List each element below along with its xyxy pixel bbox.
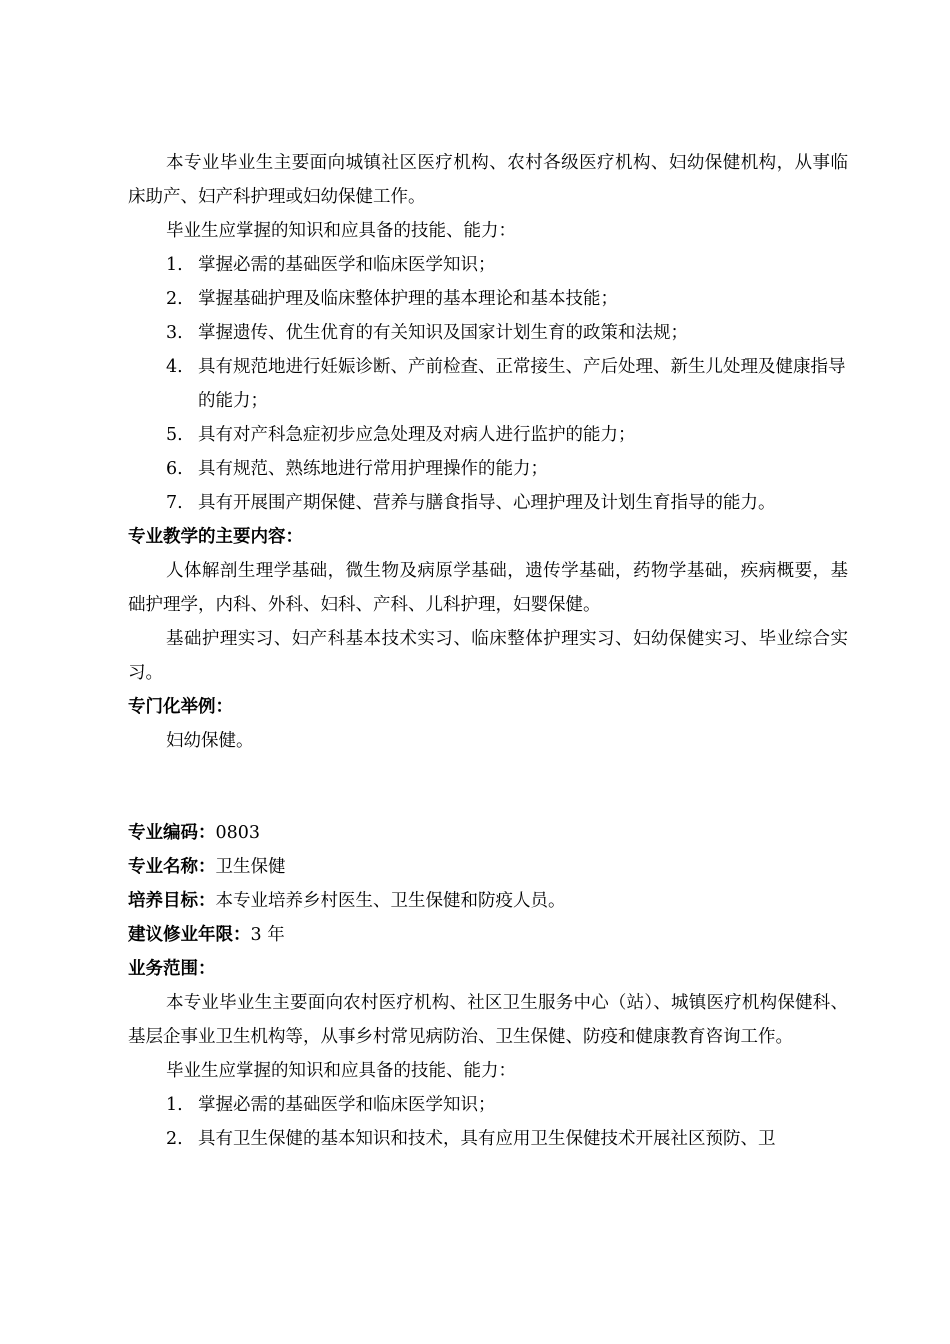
skill-text: 掌握必需的基础医学和临床医学知识； — [198, 1095, 496, 1115]
skill-item — [128, 1122, 848, 1156]
major-code-value: 0803 — [215, 823, 261, 843]
specialization-text: 妇幼保健。 — [166, 731, 254, 751]
training-goal-label: 培养目标： — [128, 891, 216, 911]
skill-item — [128, 316, 848, 350]
skills-lead-text: 毕业生应掌握的知识和应具备的技能、能力： — [166, 221, 516, 241]
skill-number: 3. — [166, 323, 183, 343]
skill-number: 1. — [166, 255, 183, 275]
scope-intro-paragraph: 本专业毕业生主要面向城镇社区医疗机构、农村各级医疗机构、妇幼保健机构，从事临床助产、妇产科护理或妇幼保健工作。 — [128, 153, 848, 207]
teaching-content-heading: 专业教学的主要内容： — [128, 527, 303, 547]
skill-number: 5. — [166, 425, 183, 445]
training-goal-value: 本专业培养乡村医生、卫生保健和防疫人员。 — [215, 891, 566, 911]
study-years-row — [128, 918, 848, 952]
skill-text: 具有卫生保健的基本知识和技术，具有应用卫生保健技术开展社区预防、卫 — [198, 1129, 776, 1149]
business-scope-heading: 业务范围： — [128, 959, 216, 979]
skill-number: 2. — [166, 289, 183, 309]
teaching-content-paragraph: 人体解剖生理学基础，微生物及病原学基础，遗传学基础，药物学基础，疾病概要，基础护理学，内科、外科、妇科、产科、儿科护理，妇婴保健。 — [128, 561, 848, 615]
training-goal-row — [128, 884, 848, 918]
skill-item — [128, 282, 848, 316]
skills-lead-text: 毕业生应掌握的知识和应具备的技能、能力： — [166, 1061, 516, 1081]
practice-content-paragraph: 基础护理实习、妇产科基本技术实习、临床整体护理实习、妇幼保健实习、毕业综合实习。 — [128, 629, 848, 683]
skill-text: 具有开展围产期保健、营养与膳食指导、心理护理及计划生育指导的能力。 — [198, 493, 776, 513]
skill-text: 掌握遗传、优生优育的有关知识及国家计划生育的政策和法规； — [198, 323, 688, 343]
skill-item — [128, 418, 848, 452]
skill-text: 掌握基础护理及临床整体护理的基本理论和基本技能； — [198, 289, 618, 309]
skill-text: 具有规范、熟练地进行常用护理操作的能力； — [198, 459, 548, 479]
scope-intro-paragraph: 本专业毕业生主要面向农村医疗机构、社区卫生服务中心（站）、城镇医疗机构保健科、基层企事业卫生机构等，从事乡村常见病防治、卫生保健、防疫和健康教育咨询工作。 — [128, 993, 848, 1047]
skill-item — [128, 486, 848, 520]
major-name-label: 专业名称： — [128, 857, 216, 877]
skill-text: 具有规范地进行妊娠诊断、产前检查、正常接生、产后处理、新生儿处理及健康指导的能力； — [198, 357, 846, 411]
major-name-value: 卫生保健 — [215, 857, 286, 877]
skill-number: 7. — [166, 493, 183, 513]
study-years-label: 建议修业年限： — [128, 925, 251, 945]
skill-item — [128, 1088, 848, 1122]
skill-text: 掌握必需的基础医学和临床医学知识； — [198, 255, 496, 275]
skill-text: 具有对产科急症初步应急处理及对病人进行监护的能力； — [198, 425, 636, 445]
major-name-row — [128, 850, 848, 884]
section-health-care — [128, 816, 848, 1156]
skill-number: 4. — [166, 357, 183, 377]
skill-number: 6. — [166, 459, 183, 479]
skill-number: 1. — [166, 1095, 183, 1115]
skill-item — [128, 452, 848, 486]
section-midwifery — [128, 146, 848, 758]
specialization-heading: 专门化举例： — [128, 697, 233, 717]
skill-number: 2. — [166, 1129, 183, 1149]
skill-item — [128, 248, 848, 282]
skill-item — [128, 350, 848, 418]
major-code-label: 专业编码： — [128, 823, 216, 843]
major-code-row — [128, 816, 848, 850]
study-years-value: 3 年 — [250, 925, 285, 945]
